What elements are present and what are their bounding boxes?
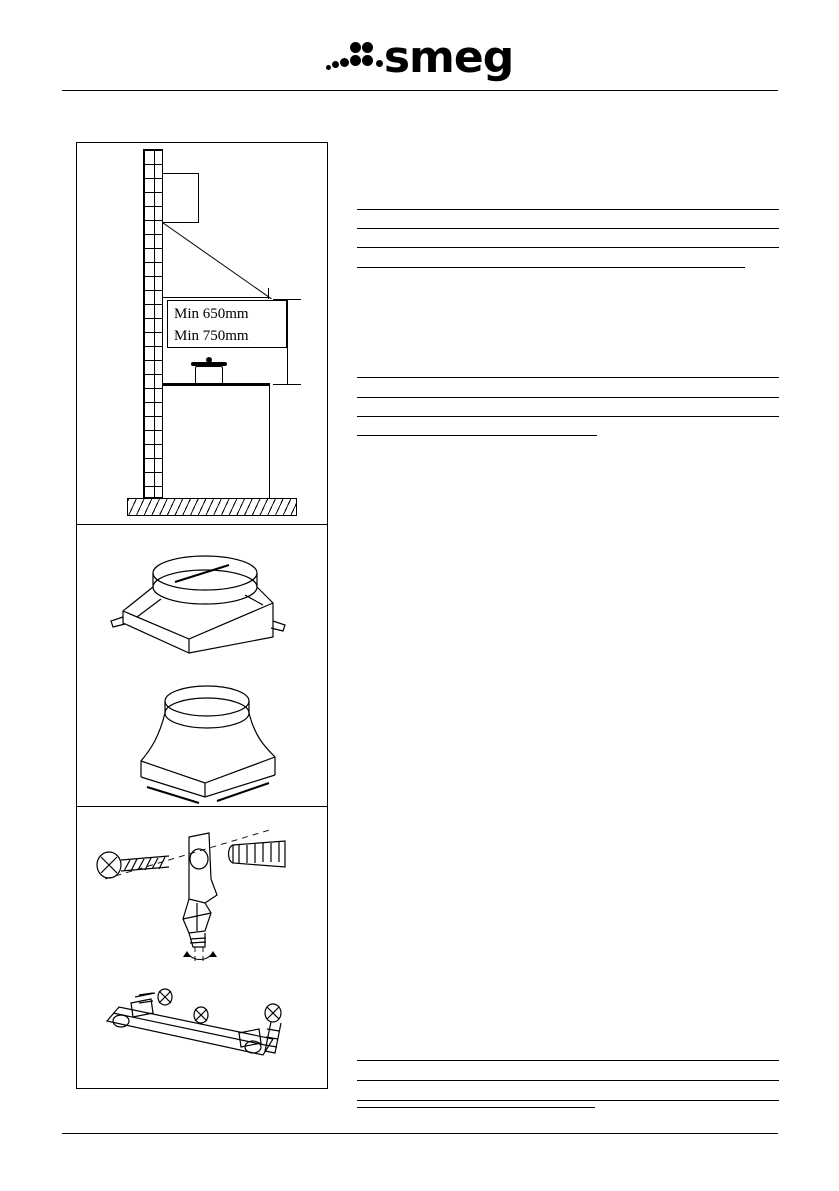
text-rule-8 [357,435,597,436]
hood-chimney [163,173,199,223]
brick-wall-icon [143,149,163,498]
hood-edge [268,288,269,299]
text-rule-6 [357,397,779,398]
text-rule-9 [357,1060,779,1061]
text-rule-5 [357,377,779,378]
cabinet-front [163,386,270,498]
figure-duct-adaptor [77,525,327,807]
figure-fixings [77,807,327,1088]
figure-column [76,142,328,1089]
text-rule-1 [357,209,779,210]
brand-logo [0,34,839,82]
brand-name: smeg [383,32,514,83]
text-rule-11 [357,1100,779,1101]
dimension-cap-bottom [273,384,301,385]
figure-hood-clearance [77,143,327,525]
floor-hatch [127,498,297,516]
text-rule-4 [357,267,745,268]
fixings-illustration [77,807,327,1088]
text-rule-10 [357,1080,779,1081]
clearance-label-box [167,300,287,348]
text-rule-7 [357,416,779,417]
clearance-label-gas: Min 750mm [174,328,249,344]
hood-canopy-slant [163,223,272,299]
footer-rule [62,1133,778,1134]
text-rule-3 [357,247,779,248]
cooking-pot-icon [195,366,223,383]
text-rule-12 [357,1107,595,1108]
smeg-dots-logo-icon [326,41,382,75]
text-rule-2 [357,228,779,229]
header-rule [62,90,778,91]
duct-adaptor-illustration [77,525,327,807]
clearance-label-electric: Min 650mm [174,306,249,322]
dimension-line [287,299,288,384]
pot-knob [206,357,212,363]
